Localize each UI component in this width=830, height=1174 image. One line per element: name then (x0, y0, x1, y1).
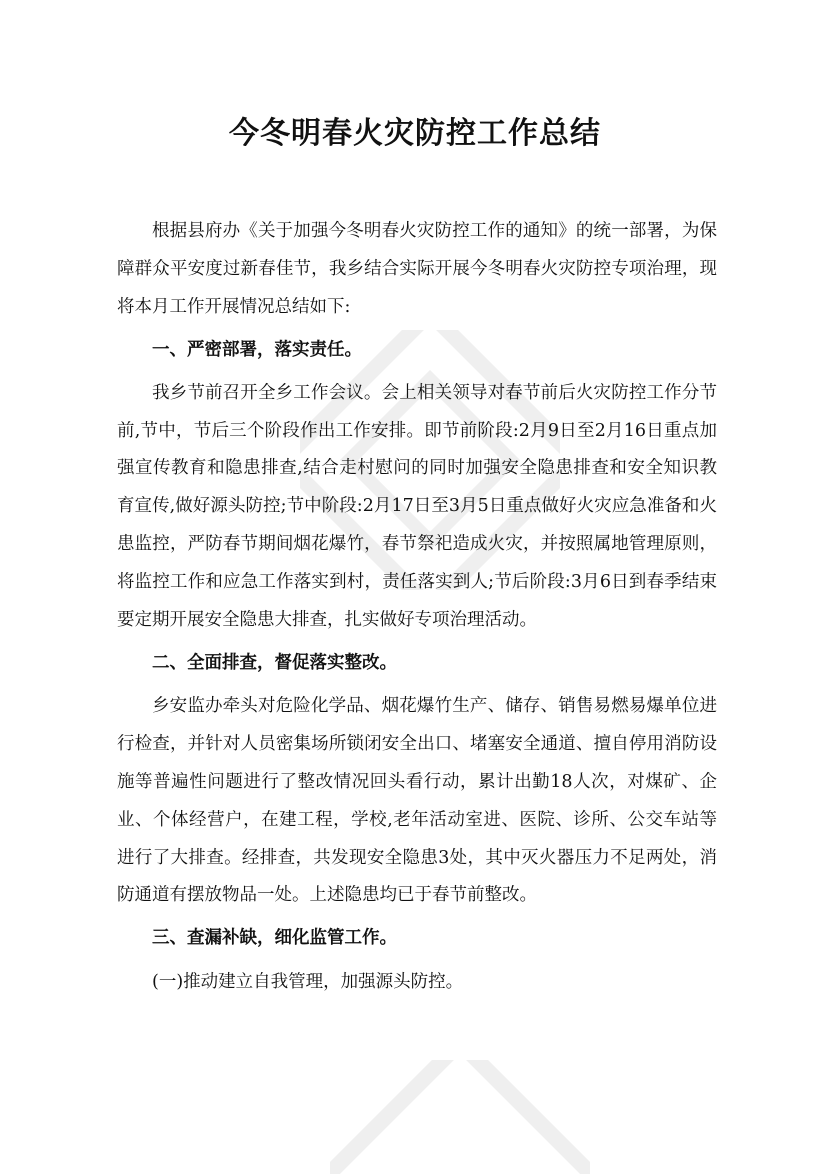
intro-paragraph: 根据县府办《关于加强今冬明春火灾防控工作的通知》的统一部署，为保障群众平安度过新春佳节，我乡结合实际开展今冬明春火灾防控专项治理，现将本月工作开展情况总结如下: (117, 221, 717, 317)
section-1-paragraph: 我乡节前召开全乡工作会议。会上相关领导对春节前后火灾防控工作分节前,节中，节后三个阶段作出工作安排。即节前阶段:2月9日至2月16日重点加强宣传教育和隐患排查,结合走村慰问的同时加强安全隐患排查和安全知识教育宣传,做好源头防控;节中阶段:2月17日至3月5日重点做好火灾应急准备和火患监控，严防春节期间烟花爆竹，春节祭祀造成火灾，并按照属地管理原则，将监控工作和应急工作落实到村，责任落实到人;节后阶段:3月6日到春季结束要定期开展安全隐患大排查，扎实做好专项治理活动。 (117, 382, 717, 631)
section-2-paragraph: 乡安监办牵头对危险化学品、烟花爆竹生产、储存、销售易燃易爆单位进行检查，并针对人员密集场所锁闭安全出口、堵塞安全通道、擅自停用消防设施等普遍性问题进行了整改情况回头看行动，累计出勤18人次，对煤矿、企业、个体经营户，在建工程，学校,老年活动室进、医院、诊所、公交车站等进行了大排查。经排查，共发现安全隐患3处，其中灭火器压力不足两处，消防通道有摆放物品一处。上述隐患均已于春节前整改。 (117, 695, 717, 906)
section-1-heading: 一、严密部署，落实责任。 (152, 339, 362, 360)
document-body (117, 213, 717, 1002)
section-2-heading: 二、全面排查，督促落实整改。 (152, 652, 397, 673)
document-title: 今冬明春火灾防控工作总结 (229, 116, 601, 151)
section-3-heading: 三、查漏补缺，细化监管工作。 (152, 928, 397, 949)
section-3-subheading: (一)推动建立自我管理，加强源头防控。 (152, 972, 464, 993)
watermark-icon-bottom (330, 1060, 590, 1174)
